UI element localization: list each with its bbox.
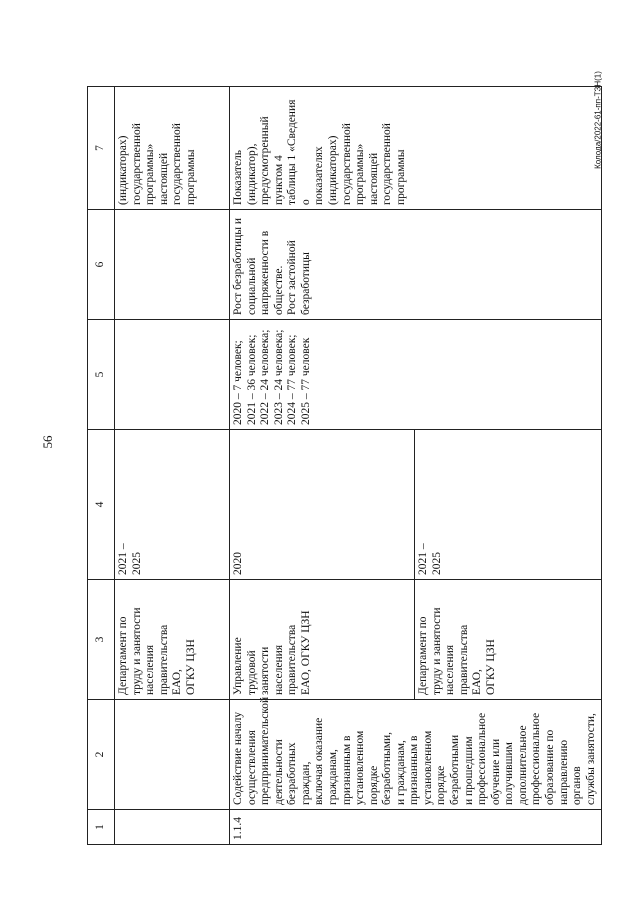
cell-consequences: Рост безработицы и социальной напряженности в обществе. Рост застойной безработицы (230, 210, 602, 320)
table-viewport (87, 87, 597, 845)
table-row-continuation (115, 87, 230, 845)
cell-executor-primary: Управление трудовой занятости населения правительства ЕАО, ОГКУ ЦЗН (230, 580, 415, 700)
cell-result-empty (115, 320, 230, 430)
cell-measure-empty (115, 700, 230, 810)
header-row (88, 87, 115, 845)
header-col-3: 3 (88, 580, 115, 700)
header-col-1: 1 (88, 810, 115, 845)
cell-number: 1.1.4 (230, 810, 602, 845)
cell-executor-secondary: Департамент по труду и занятости населения правительства ЕАО, ОГКУ ЦЗН (415, 580, 602, 700)
rotated-table-wrapper (87, 87, 597, 845)
header-col-5: 5 (88, 320, 115, 430)
cell-period-secondary: 2021 – 2025 (415, 430, 602, 580)
table-row-1-1-4 (230, 87, 415, 845)
header-col-4: 4 (88, 430, 115, 580)
document-code: Колода/2022-61-пп-ТЗН(1) (593, 71, 603, 169)
header-col-6: 6 (88, 210, 115, 320)
cell-measure-description: Содействие началу осуществления предпринимательской деятельности безработных граждан, включая оказание гражданам, признанным в установленном порядке безработными, и гражданам, признанным в установленном порядке безработными и прошедшим профессиональное обучение или получившим дополнительное профессиональное образование по направлению органов службы занятости, (230, 700, 602, 810)
cell-indicator-link: Показатель (индикатор), предусмотренный пунктом 4 таблицы 1 «Сведения о показателях (индикаторах) государственной программы» настоящей государственной программы (230, 87, 602, 210)
header-col-7: 7 (88, 87, 115, 210)
header-col-2: 2 (88, 700, 115, 810)
measures-table (87, 86, 602, 845)
cell-consequences-empty (115, 210, 230, 320)
cell-expected-result: 2020 – 7 человек; 2021 – 36 человек; 2022 – 24 человека; 2023 – 24 человека; 2024 – 77 человек; 2025 – 77 человек (230, 320, 602, 430)
cell-period: 2021 – 2025 (115, 430, 230, 580)
cell-period-primary: 2020 (230, 430, 415, 580)
cell-number-empty (115, 810, 230, 845)
cell-indicator: (индикаторах) государственной программы» настоящей государственной программы (115, 87, 230, 210)
page-number: 56 (40, 435, 55, 449)
cell-executor: Департамент по труду и занятости населения правительства ЕАО, ОГКУ ЦЗН (115, 580, 230, 700)
